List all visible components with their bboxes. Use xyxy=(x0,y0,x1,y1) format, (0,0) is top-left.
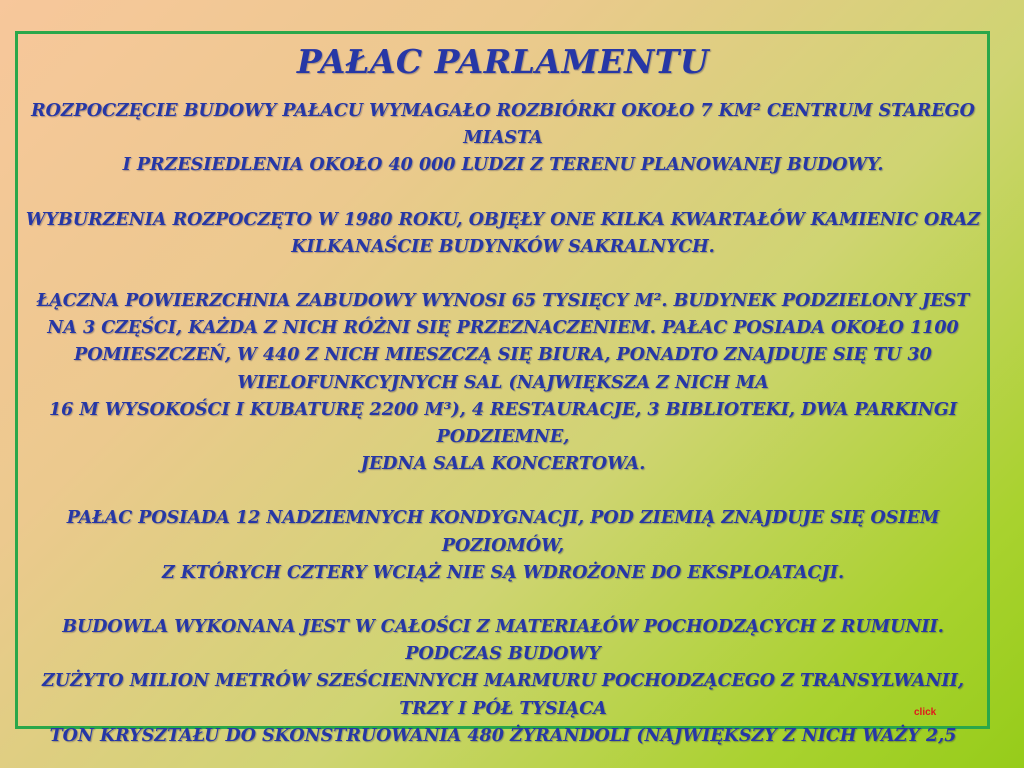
text-line: TON KRYSZTAŁU DO SKONSTRUOWANIA 480 ŻYRANDOLI (NAJWIĘKSZY Z NICH WAŻY 2,5 xyxy=(49,725,957,746)
paragraph-demolition-start xyxy=(20,207,986,261)
text-line: WYBURZENIA ROZPOCZĘTO W 1980 ROKU, OBJĘŁY ONE KILKA KWARTAŁÓW KAMIENIC ORAZ KILKANAŚCIE BUDYNKÓW SAKRALNYCH. xyxy=(25,209,981,257)
text-line: Z KTÓRYCH CZTERY WCIĄŻ NIE SĄ WDROŻONE DO EKSPLOATACJI. xyxy=(161,562,845,583)
slide-content xyxy=(20,36,986,768)
text-line: PAŁAC POSIADA 12 NADZIEMNYCH KONDYGNACJI, POD ZIEMIĄ ZNAJDUJE SIĘ OSIEM POZIOMÓW, xyxy=(66,508,940,556)
text-line: ROZPOCZĘCIE BUDOWY PAŁACU WYMAGAŁO ROZBIÓRKI OKOŁO 7 KM² CENTRUM STAREGO MIASTA xyxy=(31,101,975,149)
text-line: JEDNA SALA KONCERTOWA. xyxy=(360,454,646,475)
text-line: ŁĄCZNA POWIERZCHNIA ZABUDOWY WYNOSI 65 TYSIĘCY M². BUDYNEK PODZIELONY JEST NA 3 CZĘŚCI, KAŻDA Z NICH RÓŻNI SIĘ PRZEZNACZENIEM. PAŁAC POSIADA OKOŁO 1100 POMIESZCZEŃ, W 440 Z NICH MIESZCZĄ SIĘ BIURA, PONADTO ZNAJDUJE SIĘ TU 30 WIELOFUNKCYJNYCH SAL (NAJWIĘKSZA Z NICH MA xyxy=(36,291,970,393)
paragraph-demolition-area xyxy=(20,98,986,180)
text-line: ZUŻYTO MILION METRÓW SZEŚCIENNYCH MARMURU POCHODZĄCEGO Z TRANSYLWANII, TRZY I PÓŁ TYSIĄCA xyxy=(42,671,964,719)
paragraph-floors xyxy=(20,505,986,587)
click-link[interactable]: click xyxy=(914,707,937,718)
text-line: 16 M WYSOKOŚCI I KUBATURĘ 2200 M³), 4 RESTAURACJE, 3 BIBLIOTEKI, DWA PARKINGI PODZIEMNE, xyxy=(48,399,958,448)
paragraph-materials xyxy=(20,614,986,750)
text-line: I PRZESIEDLENIA OKOŁO 40 000 LUDZI Z TERENU PLANOWANEJ BUDOWY. xyxy=(122,155,884,176)
slide-title: PAŁAC PARLAMENTU xyxy=(296,42,710,81)
text-line: BUDOWLA WYKONANA JEST W CAŁOŚCI Z MATERIAŁÓW POCHODZĄCYCH Z RUMUNII. PODCZAS BUDOWY xyxy=(62,617,944,665)
paragraph-building-area xyxy=(20,288,986,478)
